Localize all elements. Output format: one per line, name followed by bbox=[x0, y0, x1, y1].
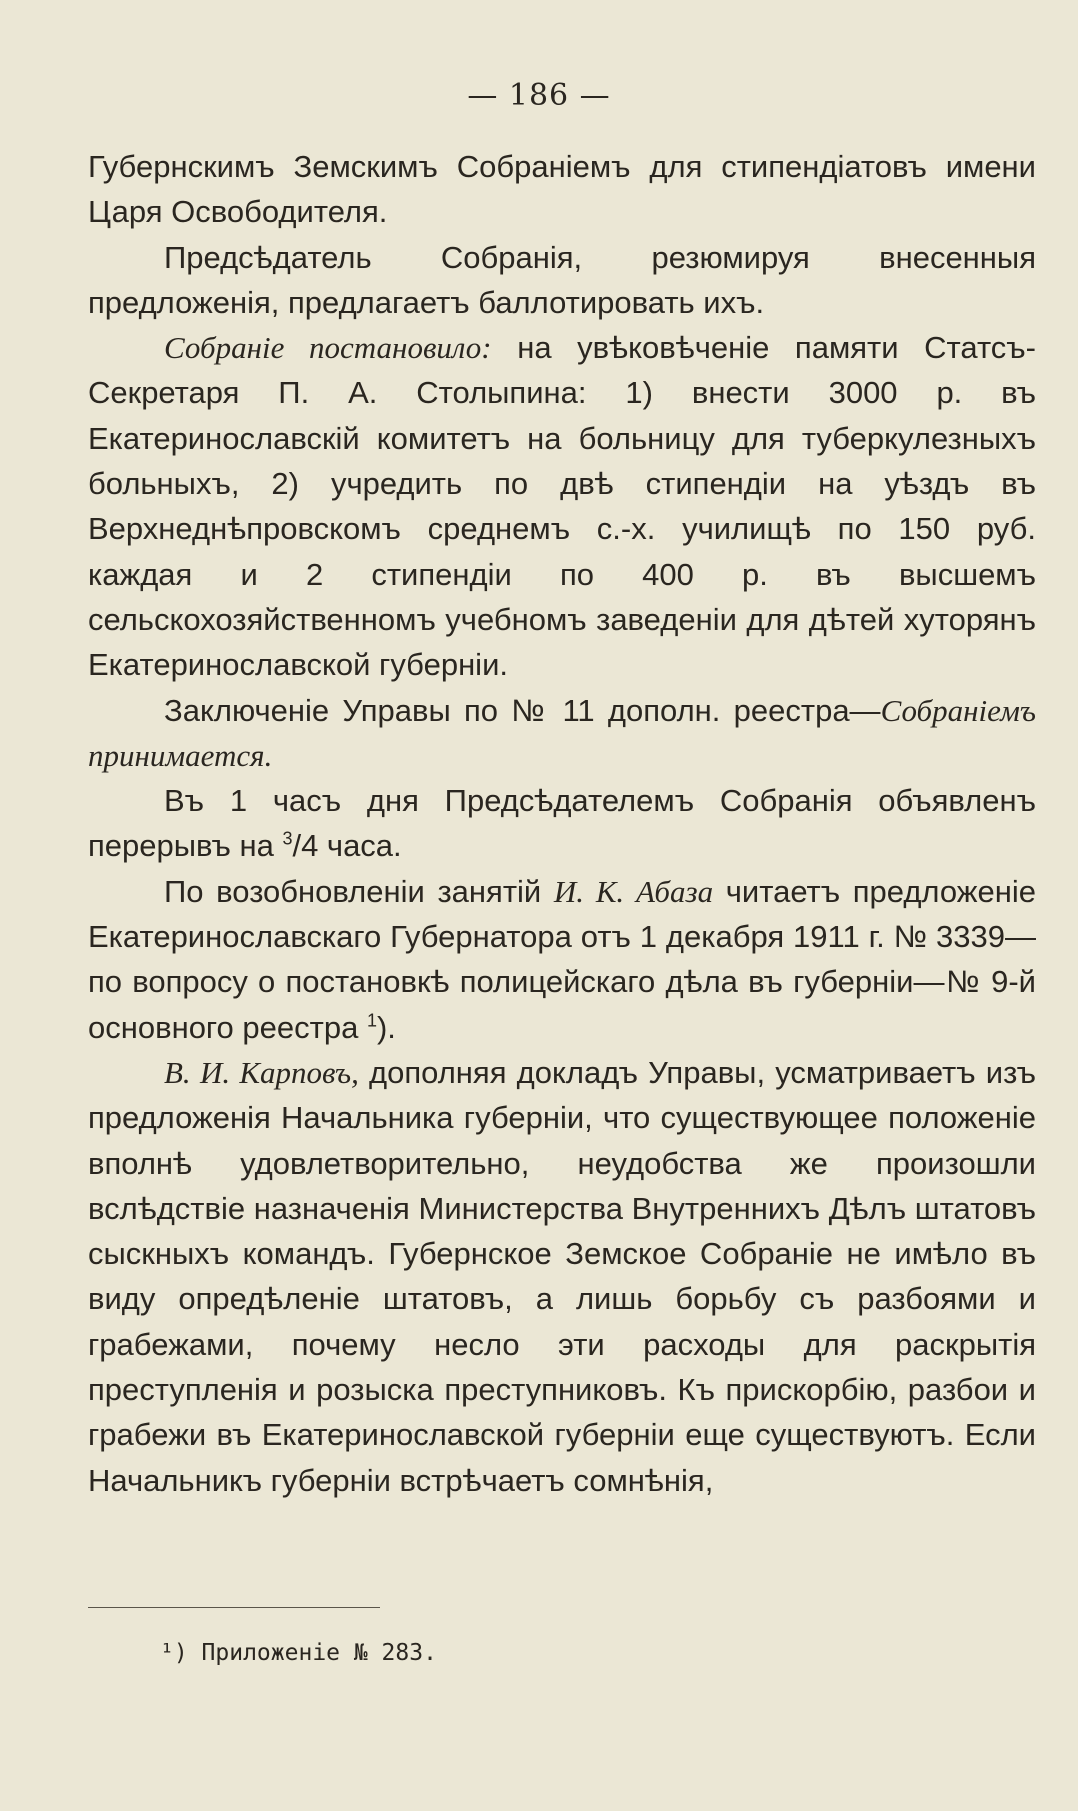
paragraph-5-superscript: 3 bbox=[282, 829, 293, 850]
paragraph-4-text: Заключеніе Управы по № 11 дополн. реестра— bbox=[164, 692, 881, 728]
paragraph-5 bbox=[88, 778, 1036, 869]
footnote: ¹) Приложеніе № 283. bbox=[160, 1640, 437, 1666]
paragraph-6-rest: читаетъ предложеніе Екатеринославскаго Губернатора отъ 1 декабря 1911 г. № 3339—по вопросу о постановкѣ полицейскаго дѣла въ губерніи—№ 9-й основного реестра bbox=[88, 873, 1036, 1045]
paragraph-3 bbox=[88, 325, 1036, 687]
paragraph-2-text: Предсѣдатель Собранія, резюмируя внесенныя предложенія, предлагаетъ баллотировать ихъ. bbox=[88, 239, 1036, 320]
body-text bbox=[88, 144, 1036, 1503]
footnote-divider bbox=[88, 1607, 380, 1608]
page-number: — 186 — bbox=[467, 78, 611, 113]
paragraph-2 bbox=[88, 235, 1036, 326]
paragraph-3-italic: Собраніе постановило: bbox=[164, 330, 492, 366]
paragraph-3-text: на увѣковѣченіе памяти Статсъ-Секретаря П. А. Столыпина: 1) внести 3000 р. въ Екатеринославскій комитетъ на больницу для туберкулезныхъ больныхъ, 2) учредить по двѣ стипендіи на уѣздъ въ Верхнеднѣпровскомъ среднемъ с.-х. училищѣ по 150 руб. каждая и 2 стипендіи по 400 р. въ высшемъ сельскохозяйственномъ учебномъ заведеніи для дѣтей хуторянъ Екатеринославской губерніи. bbox=[88, 330, 1036, 683]
paragraph-6-italic: И. К. Абаза bbox=[553, 873, 714, 909]
paragraph-1 bbox=[88, 144, 1036, 235]
paragraph-4-italic: Собраніемъ принимается. bbox=[88, 692, 1036, 773]
paragraph-1-text: Губернскимъ Земскимъ Собраніемъ для стипендіатовъ имени Царя Освободителя. bbox=[88, 149, 1036, 230]
paragraph-6 bbox=[88, 869, 1036, 1050]
paragraph-7 bbox=[88, 1050, 1036, 1503]
paragraph-7-text: дополняя докладъ Управы, усматриваетъ изъ предложенія Начальника губерніи, что существующее положеніе вполнѣ удовлетворительно, неудобства же произошли вслѣдствіе назначенія Министерства Внутреннихъ Дѣлъ штатовъ сыскныхъ командъ. Губернское Земское Собраніе не имѣло въ виду опредѣленіе штатовъ, а лишь борьбу съ разбоями и грабежами, почему несло эти расходы для раскрытія преступленія и розыска преступниковъ. Къ прискорбію, разбои и грабежи въ Екатеринославской губерніи еще существуютъ. Если Начальникъ губерніи встрѣчаетъ сомнѣнія, bbox=[88, 1054, 1036, 1498]
paragraph-5-end: /4 часа. bbox=[292, 828, 402, 864]
paragraph-6-end: ). bbox=[376, 1009, 396, 1045]
paragraph-5-text: Въ 1 часъ дня Предсѣдателемъ Собранія объявленъ перерывъ на bbox=[88, 783, 1036, 864]
paragraph-6-text: По возобновленіи занятій bbox=[164, 873, 554, 909]
paragraph-4 bbox=[88, 688, 1036, 779]
footnote-marker: 1 bbox=[366, 1010, 377, 1031]
paragraph-7-italic: В. И. Карповъ, bbox=[164, 1054, 359, 1090]
